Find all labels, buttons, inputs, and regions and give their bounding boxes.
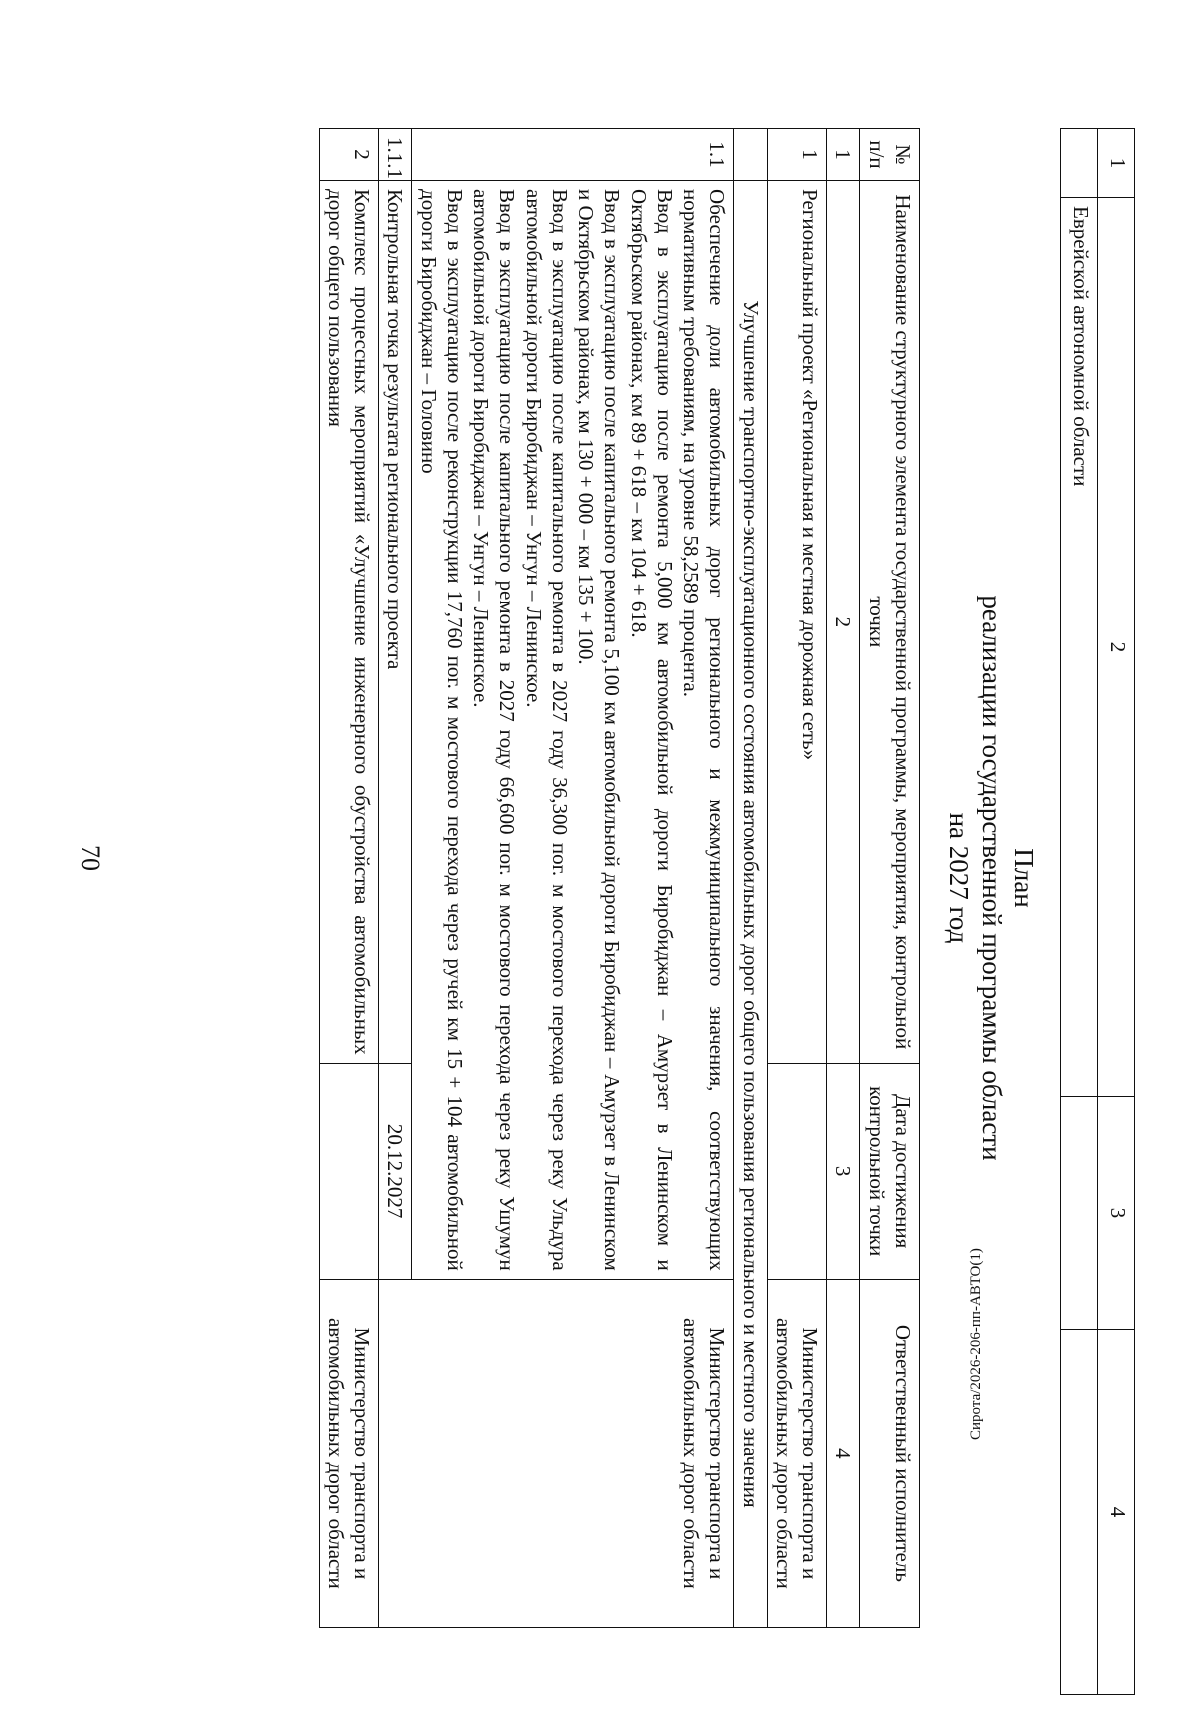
header-num: № п/п bbox=[860, 129, 920, 181]
document-code: Сирота/2026-206-пп-АВТО(1) bbox=[968, 1248, 984, 1440]
landscape-page bbox=[155, 128, 1135, 1688]
section-title: Улучшение транспортно-эксплуатационного состояния автомобильных дорог общего пользования регионального и местного значения bbox=[734, 181, 767, 1628]
row-executor: Министерство транспорта и автомобильных дорог области bbox=[379, 1279, 734, 1627]
plan-table bbox=[319, 128, 920, 1628]
row-executor: Министерство транспорта и автомобильных дорог области bbox=[319, 1279, 379, 1627]
table-cell bbox=[1061, 1330, 1098, 1695]
row-num: 1.1.1 bbox=[379, 129, 412, 181]
plan-title-line-2: реализации государственной программы области bbox=[976, 595, 1007, 1161]
col-number: 1 bbox=[827, 129, 860, 181]
col-4-number: 4 bbox=[1098, 1330, 1135, 1695]
row-name: Комплекс процессных мероприятий «Улучшение инженерного обустройства автомобильных дорог общего пользования bbox=[319, 181, 379, 1064]
table-row bbox=[1061, 129, 1098, 1695]
row-text-line: Ввод в эксплуатацию после капитального ремонта в 2027 году 66,600 пог. м мостового перехода через реку Ушумун автомобильной дороги Биробиджан – Унгун – Ленинское. bbox=[469, 189, 520, 1271]
row-num: 1 bbox=[767, 129, 827, 181]
table-row bbox=[319, 129, 379, 1628]
row-executor: Министерство транспорта и автомобильных дорог области bbox=[767, 1279, 827, 1627]
row-date bbox=[319, 1063, 379, 1279]
row-text-line: Ввод в эксплуатацию после реконструкции 17,760 пог. м мостового перехода через ручей км 15 + 104 автомобильной дороги Биробиджан – Головино bbox=[416, 189, 467, 1271]
plan-title-line-1: План bbox=[1009, 848, 1039, 908]
col-number: 2 bbox=[827, 181, 860, 1064]
row-name: Контрольная точка результата регионального проекта bbox=[379, 181, 412, 1064]
row-text-line: Ввод в эксплуатацию после капитального ремонта 5,100 км автомобильной дороги Биробиджан – Амурзет в Ленинском и Октябрьском районах, км 130 + 000 – км 135 + 100. bbox=[574, 189, 625, 1271]
col-1-number: 1 bbox=[1098, 129, 1135, 198]
section-row bbox=[734, 129, 767, 1628]
col-2-number: 2 bbox=[1098, 198, 1135, 1097]
row-text-line: Ввод в эксплуатацию после ремонта 5,000 км автомобильной дороги Биробиджан – Амурзет в Ленинском и Октябрьском районах, км 89 + 618 – км 104 + 618. bbox=[626, 189, 677, 1271]
page-number: 70 bbox=[76, 845, 105, 871]
table-row bbox=[412, 129, 734, 1628]
table-cell bbox=[734, 129, 767, 181]
continuation-table bbox=[1060, 128, 1135, 1695]
column-number-row bbox=[827, 129, 860, 1628]
header-name: Наименование структурного элемента государственной программы, мероприятия, контрольной точки bbox=[860, 181, 920, 1064]
row-text-line: Ввод в эксплуатацию после капитального ремонта в 2027 году 36,300 пог. м мостового перехода через реку Ульдура автомобильной дороги Биробиджан – Унгун – Ленинское. bbox=[521, 189, 572, 1271]
table-header-row bbox=[860, 129, 920, 1628]
row-name bbox=[412, 181, 734, 1280]
region-cell: Еврейской автономной области bbox=[1061, 198, 1098, 1097]
row-num: 2 bbox=[319, 129, 379, 181]
row-num: 1.1 bbox=[412, 129, 734, 181]
header-date: Дата достижения контрольной точки bbox=[860, 1063, 920, 1279]
header-executor: Ответственный исполнитель bbox=[860, 1279, 920, 1627]
table-cell bbox=[1061, 1097, 1098, 1330]
col-number: 4 bbox=[827, 1279, 860, 1627]
table-header-row bbox=[1098, 129, 1135, 1695]
row-date: 20.12.2027 bbox=[379, 1063, 412, 1279]
plan-title-line-3: на 2027 год bbox=[944, 812, 975, 944]
col-number: 3 bbox=[827, 1063, 860, 1279]
row-date bbox=[767, 1063, 827, 1279]
col-3-number: 3 bbox=[1098, 1097, 1135, 1330]
table-cell bbox=[1061, 129, 1098, 198]
row-name: Региональный проект «Региональная и местная дорожная сеть» bbox=[767, 181, 827, 1064]
row-text-line: Обеспечение доли автомобильных дорог регионального и межмуниципального значения, соответствующих нормативным требованиям, на уровне 58,2589 процента. bbox=[679, 189, 730, 1271]
table-row bbox=[767, 129, 827, 1628]
